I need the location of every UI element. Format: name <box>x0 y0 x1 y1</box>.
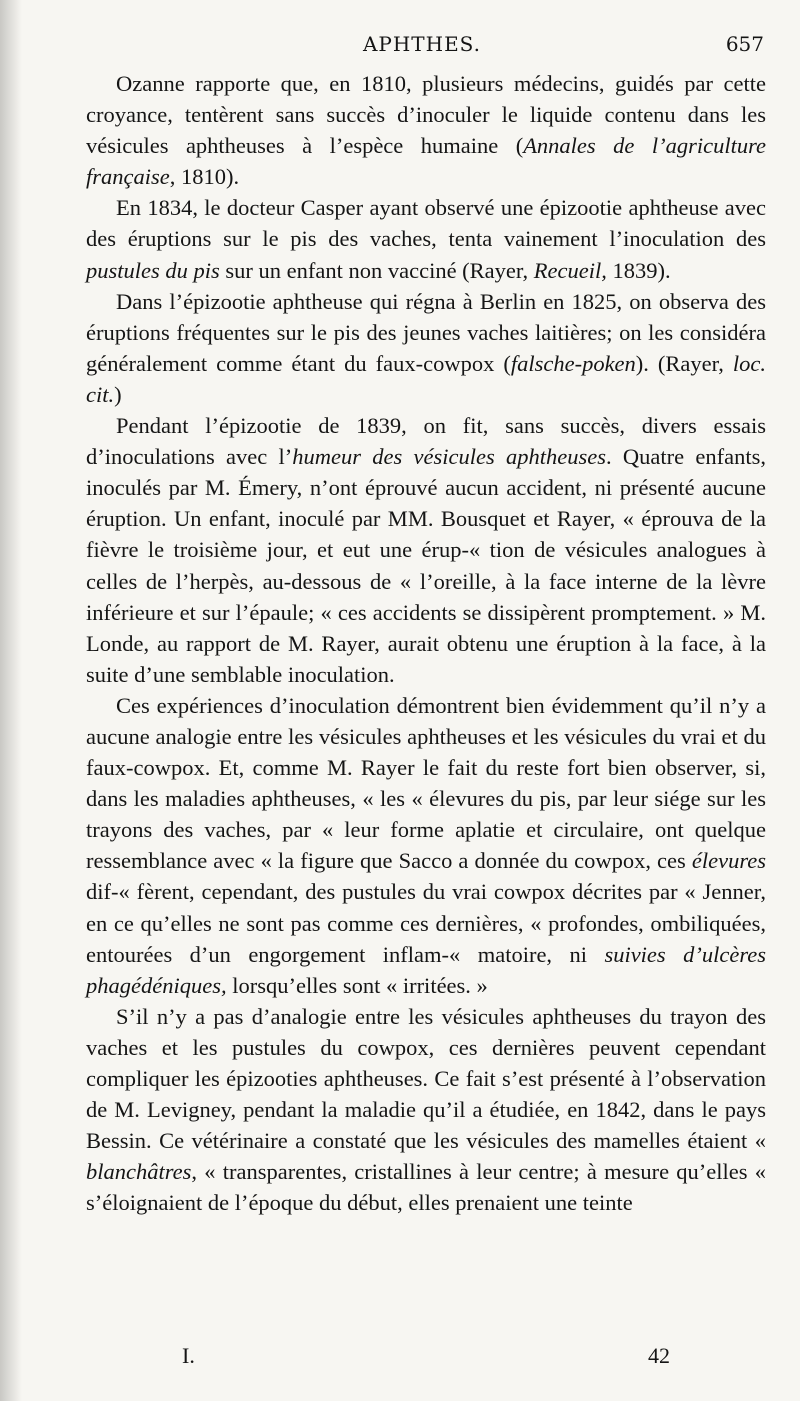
text-run: 1839). <box>606 257 671 283</box>
text-run: Dans l’épizootie aphtheuse qui régna à Berlin en 1825, on observa des éruptions fréquentes sur le pis des jeunes vaches laitières; on les considéra généralement comme étant du faux-cowpox ( <box>86 288 766 376</box>
page-number: 657 <box>725 32 764 56</box>
gutter-shadow <box>0 0 22 1401</box>
paragraph <box>86 68 766 192</box>
signature-mark: I. <box>182 1343 195 1368</box>
text-run: , 1810). <box>169 164 240 190</box>
text-run: ) <box>114 381 122 407</box>
italic-run: suivies d’ulcères phagédéniques, <box>86 941 766 998</box>
paragraph <box>86 690 766 1001</box>
text-run: . Quatre enfants, inoculés par M. Émery, n’ont éprouvé aucun accident, ni présenté aucune éruption. Un enfant, inoculé par MM. Bousquet et Rayer, « éprouva de la fièvre le troisième jour, et eut une érup-« tion de vésicules analogues à celles de l’herpès, au-dessous de « l’oreille, à la face interne de la lèvre inférieure et sur l’épaule; « ces accidents se dissipèrent promptement. » M. Londe, au rapport de M. Rayer, aurait obtenu une éruption à la face, à la suite d’une semblable inoculation. <box>86 444 766 687</box>
text-run: sur un enfant non vacciné (Rayer, <box>219 257 534 283</box>
italic-run: humeur des vésicules aphtheuses <box>292 444 606 470</box>
paragraph <box>86 410 766 690</box>
text-run: dif-« fèrent, cependant, des pustules du vrai cowpox décrites par « Jenner, en ce qu’elles ne sont pas comme ces dernières, « profondes, ombiliquées, entourées d’un engorgement inflam-« matoire, ni <box>86 879 766 967</box>
text-run: ). (Rayer, <box>635 350 733 376</box>
paragraph <box>86 1001 766 1219</box>
running-title: APHTHES. <box>362 32 482 56</box>
paragraph <box>86 286 766 410</box>
italic-run: pustules du pis <box>86 257 220 283</box>
italic-run: falsche-poken <box>510 350 636 376</box>
page-footer <box>86 1343 670 1373</box>
italic-run: Annales de l’agriculture française <box>86 133 766 190</box>
body-text <box>86 68 766 1218</box>
italic-run: blanchâtres <box>86 1159 192 1185</box>
running-head <box>80 24 764 64</box>
text-run: En 1834, le docteur Casper ayant observé une épizootie aphtheuse avec des éruptions sur le pis des vaches, tenta vainement l’inoculation des <box>86 195 766 252</box>
italic-run: loc. cit. <box>86 350 766 407</box>
text-run: Ozanne rapporte que, en 1810, plusieurs médecins, guidés par cette croyance, tentèrent sans succès d’inoculer le liquide contenu dans les vésicules aphtheuses à l’espèce humaine ( <box>86 71 766 159</box>
text-run: S’il n’y a pas d’analogie entre les vésicules aphtheuses du trayon des vaches et les pustules du cowpox, ces dernières peuvent cependant compliquer les épizooties aphtheuses. Ce fait s’est présenté à l’observation de M. Levigney, pendant la maladie qu’il a étudiée, en 1842, dans le pays Bessin. Ce vétérinaire a constaté que les vésicules des mamelles étaient « <box>86 1003 766 1154</box>
italic-run: Recueil, <box>533 257 607 283</box>
text-run: , « transparentes, cristallines à leur centre; à mesure qu’elles « s’éloignaient de l’époque du début, elles prenaient une teinte <box>86 1159 766 1216</box>
text-run: lorsqu’elles sont « irritées. » <box>226 972 488 998</box>
paragraph <box>86 192 766 285</box>
text-run: Pendant l’épizootie de 1839, on fit, sans succès, divers essais d’inoculations avec l’ <box>86 413 766 470</box>
sheet-number: 42 <box>648 1343 670 1368</box>
italic-run: élevures <box>691 848 766 874</box>
text-run: Ces expériences d’inoculation démontrent bien évidemment qu’il n’y a aucune analogie entre les vésicules aphtheuses et les vésicules du vrai et du faux-cowpox. Et, comme M. Rayer le fait du reste fort bien observer, si, dans les maladies aphtheuses, « les « élevures du pis, par leur siége sur les trayons des vaches, par « leur forme aplatie et circulaire, ont quelque ressemblance avec « la figure que Sacco a donnée du cowpox, ces <box>86 692 766 874</box>
